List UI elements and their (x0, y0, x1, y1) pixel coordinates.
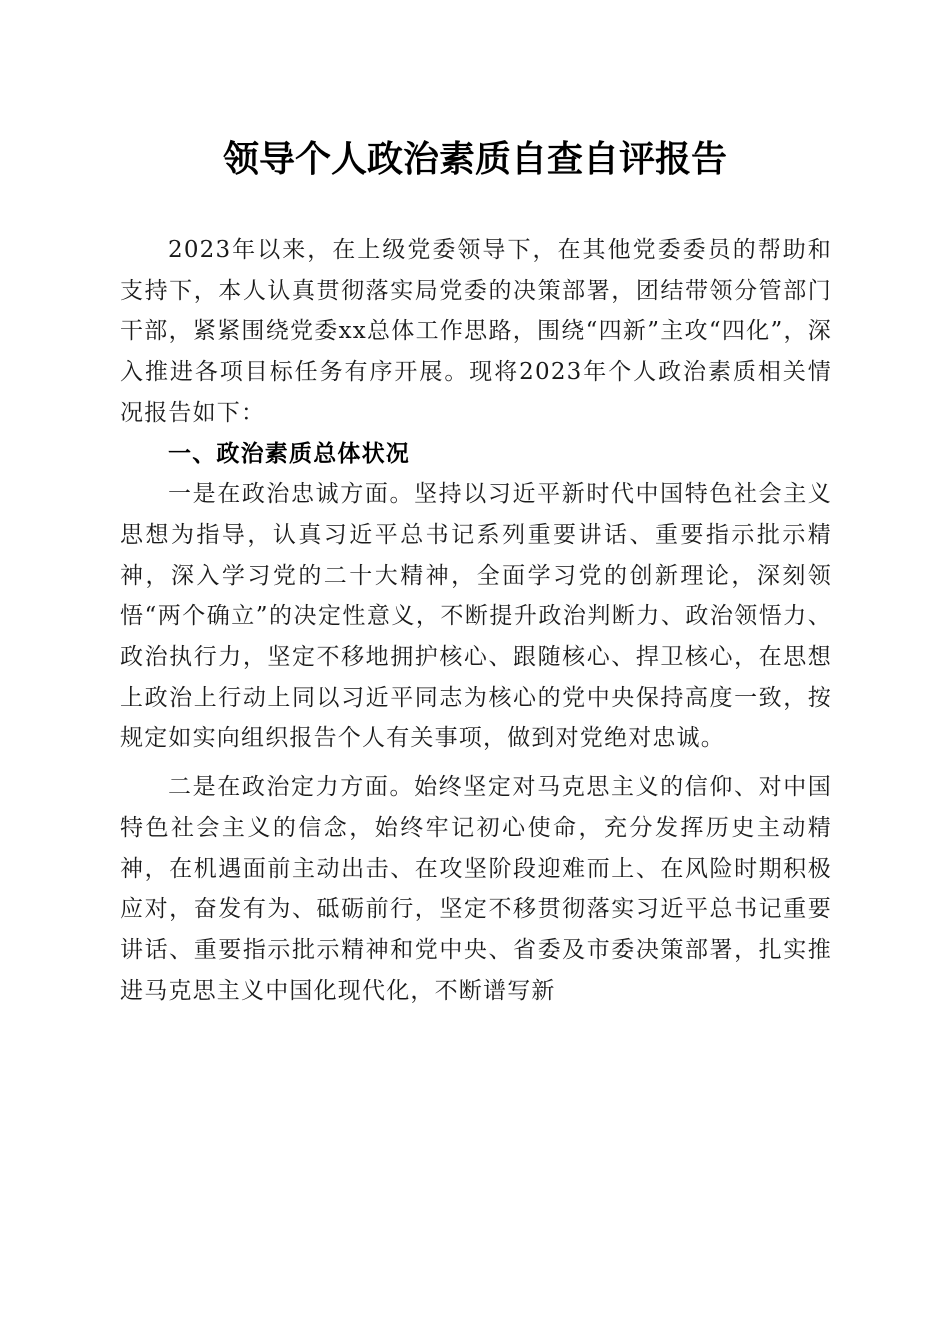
document-title: 领导个人政治素质自查自评报告 (222, 138, 727, 180)
paragraph-lead: 一是在政治忠诚方面。 (168, 481, 415, 508)
paragraph-political-resolve (120, 767, 832, 1011)
paragraph-political-loyalty (120, 474, 832, 759)
section-heading: 一、政治素质总体状况 (168, 440, 410, 467)
document-body (120, 230, 832, 1011)
paragraph-text: 始终坚定对马克思主义的信仰、对中国特色社会主义的信念，始终牢记初心使命，充分发挥历史主动精神，在机遇面前主动出击、在攻坚阶段迎难而上、在风险时期积极应对，奋发有为、砥砺前行，坚定不移贯彻落实习近平总书记重要讲话、重要指示批示精神和党中央、省委及市委决策部署，扎实推进马克思主义中国化现代化，不断谱写新 (120, 774, 832, 1004)
intro-paragraph: 2023年以来，在上级党委领导下，在其他党委委员的帮助和支持下，本人认真贯彻落实局党委的决策部署，团结带领分管部门干部，紧紧围绕党委xx总体工作思路，围绕“四新”主攻“四化”，深入推进各项目标任务有序开展。现将2023年个人政治素质相关情况报告如下： (120, 237, 832, 426)
paragraph-text: 坚持以习近平新时代中国特色社会主义思想为指导，认真习近平总书记系列重要讲话、重要指示批示精神，深入学习党的二十大精神，全面学习党的创新理论，深刻领悟“两个确立”的决定性意义，不断提升政治判断力、政治领悟力、政治执行力，坚定不移地拥护核心、跟随核心、捍卫核心，在思想上政治上行动上同以习近平同志为核心的党中央保持高度一致，按规定如实向组织报告个人有关事项，做到对党绝对忠诚。 (120, 481, 832, 752)
paragraph-lead: 二是在政治定力方面。 (168, 774, 415, 801)
